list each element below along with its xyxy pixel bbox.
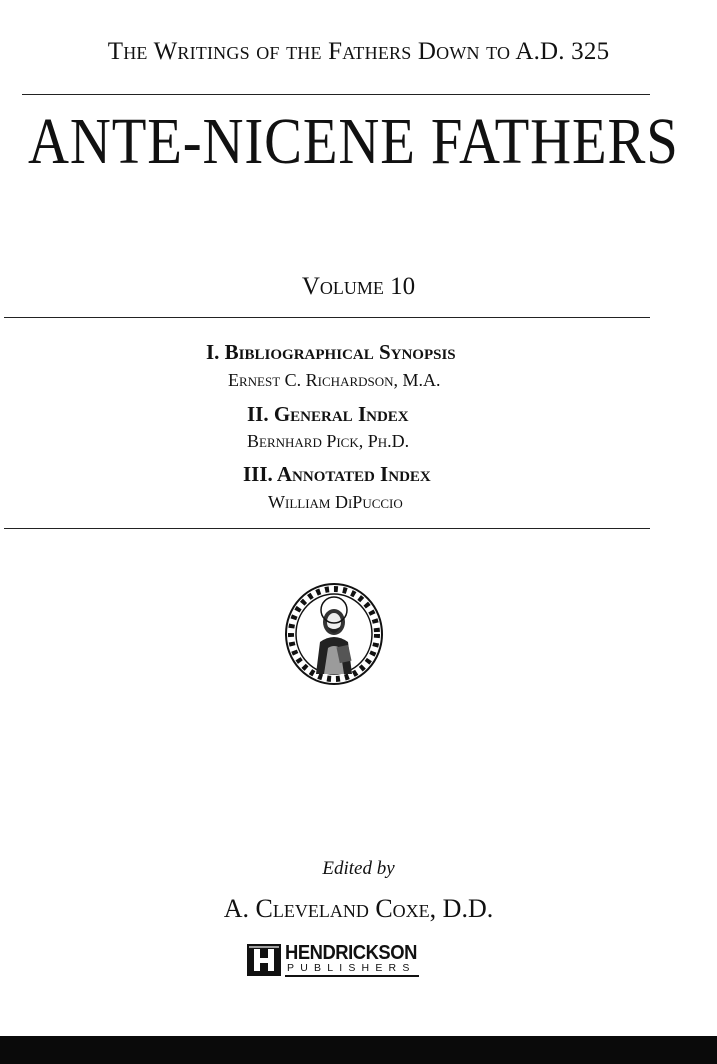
contents-divider [4, 528, 650, 529]
part-1-author: Ernest C. Richardson, M.A. [228, 370, 441, 390]
volume-label: Volume 10 [301, 273, 416, 300]
hendrickson-h-logo-icon [247, 944, 281, 976]
scan-edge-band [0, 1036, 717, 1064]
publisher-underline [285, 975, 419, 977]
volume-divider [4, 317, 650, 318]
part-3-title: III. Annotated Index [243, 462, 431, 486]
part-2-title: II. General Index [247, 402, 409, 426]
edited-by-label: Edited by [322, 858, 395, 879]
part-1-title: I. Bibliographical Synopsis [206, 340, 456, 364]
part-2-author: Bernhard Pick, Ph.D. [247, 431, 410, 451]
top-divider [22, 94, 650, 95]
publisher-subtitle: PUBLISHERS [287, 962, 416, 974]
publisher-name: HENDRICKSON [285, 942, 417, 964]
editor-name: A. Cleveland Coxe, D.D. [223, 894, 494, 923]
publisher-logo [247, 942, 427, 978]
series-title: The Writings of the Fathers Down to A.D. 325 [107, 38, 610, 65]
part-3-author: William DiPuccio [268, 492, 403, 512]
publisher-seal-emblem-icon [284, 582, 384, 686]
main-title: ANTE-NICENE FATHERS [28, 105, 679, 178]
